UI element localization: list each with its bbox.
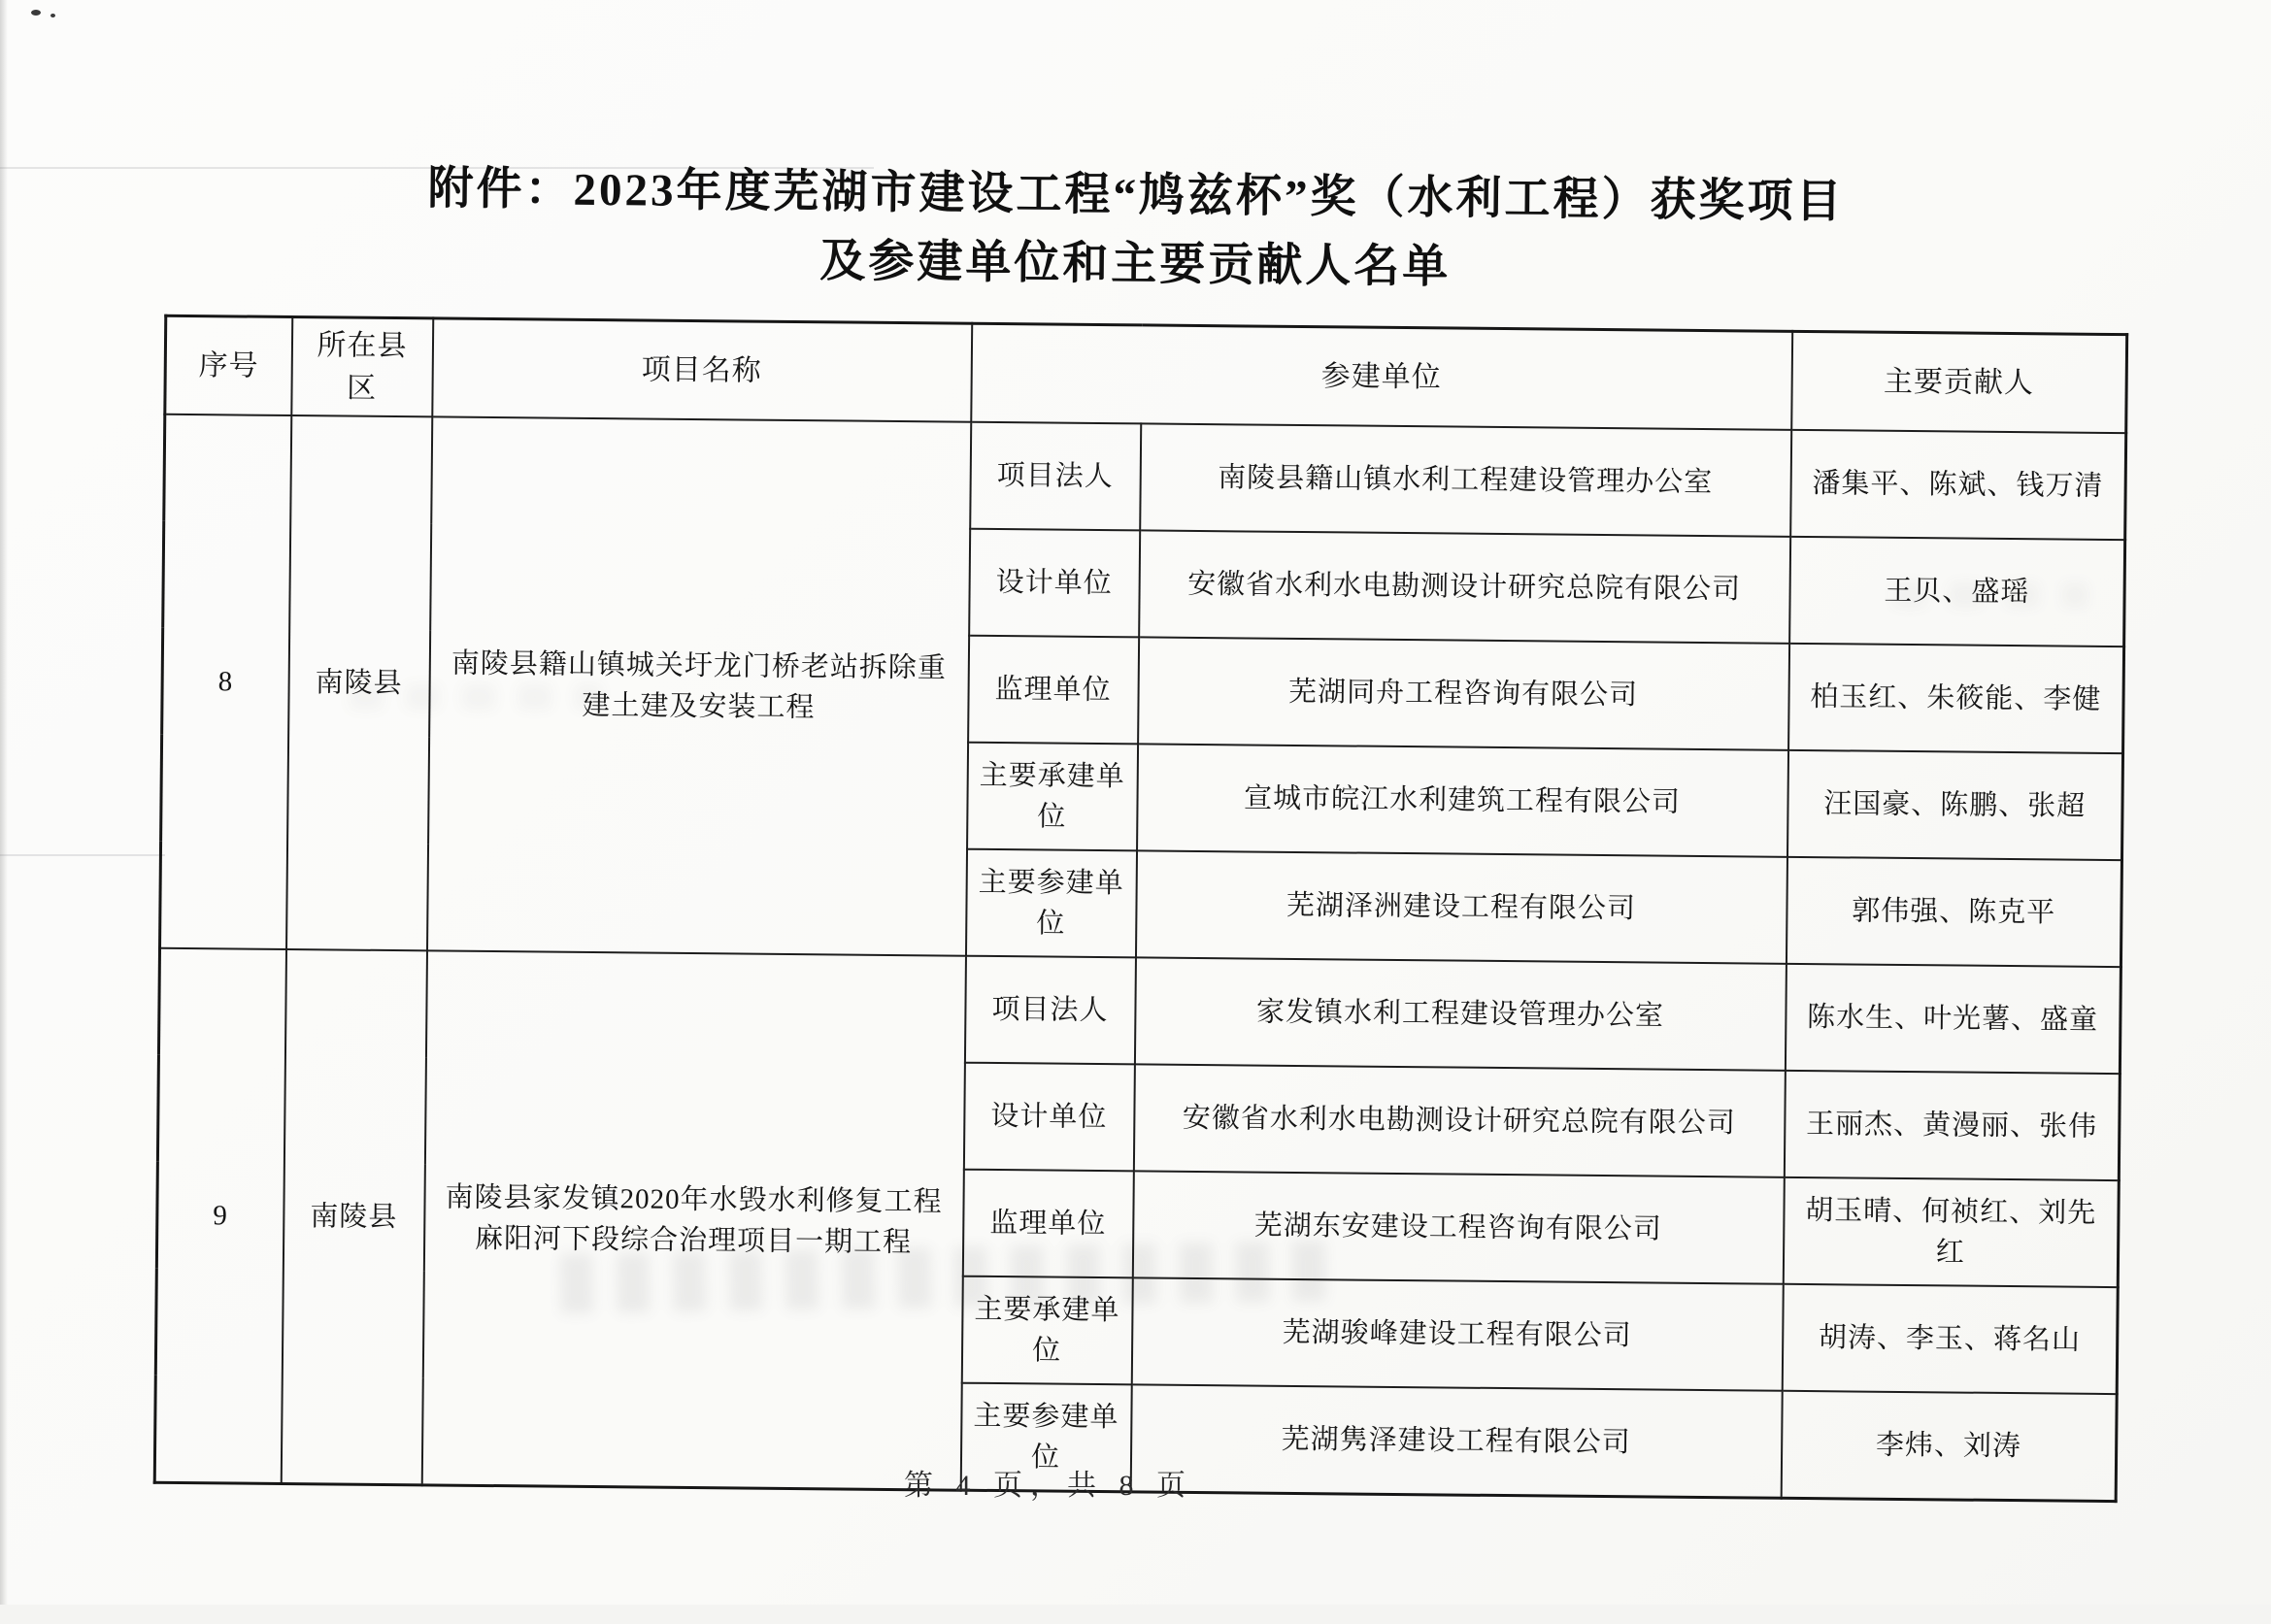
unit-company-cell: 芜湖隽泽建设工程有限公司 [1130, 1384, 1782, 1498]
table-row [164, 414, 2126, 540]
contributors-cell: 柏玉红、朱筱能、李健 [1788, 644, 2124, 753]
unit-role-cell: 主要承建单位 [961, 1276, 1132, 1385]
unit-role-cell: 主要参建单位 [965, 849, 1136, 958]
serial-number-cell: 9 [154, 948, 285, 1484]
contributors-cell: 汪国豪、陈鹏、张超 [1787, 750, 2122, 860]
unit-role-cell: 主要参建单位 [960, 1383, 1131, 1492]
contributors-cell: 郭伟强、陈克平 [1786, 857, 2121, 967]
unit-role-cell: 项目法人 [970, 422, 1141, 531]
header-county: 所在县区 [291, 317, 433, 417]
unit-company-cell: 安徽省水利水电勘测设计研究总院有限公司 [1133, 1064, 1785, 1177]
unit-role-cell: 项目法人 [964, 956, 1135, 1065]
table-header-row [165, 315, 2127, 433]
award-table [153, 315, 2128, 1503]
unit-role-cell: 监理单位 [968, 636, 1139, 745]
contributors-cell: 潘集平、陈斌、钱万清 [1790, 430, 2126, 540]
unit-role-cell: 设计单位 [969, 529, 1140, 638]
contributors-cell: 陈水生、叶光薯、盛童 [1785, 964, 2121, 1074]
header-participating-units: 参建单位 [971, 323, 1792, 430]
county-cell: 南陵县 [286, 415, 432, 950]
county-cell: 南陵县 [281, 949, 426, 1485]
document-title [0, 150, 2271, 309]
contributors-cell: 王丽杰、黄漫丽、张伟 [1784, 1071, 2120, 1180]
unit-company-cell: 宣城市皖江水利建筑工程有限公司 [1137, 744, 1788, 856]
unit-role-cell: 设计单位 [963, 1063, 1134, 1172]
unit-company-cell: 芜湖骏峰建设工程有限公司 [1131, 1277, 1783, 1390]
contributors-cell: 胡涛、李玉、蒋名山 [1782, 1284, 2118, 1394]
project-name-cell: 南陵县籍山镇城关圩龙门桥老站拆除重建土建及安装工程 [427, 416, 971, 955]
project-name-cell: 南陵县家发镇2020年水毁水利修复工程麻阳河下段综合治理项目一期工程 [421, 950, 965, 1490]
serial-number-cell: 8 [160, 414, 291, 949]
contributors-cell: 李炜、刘涛 [1781, 1391, 2117, 1502]
header-project-name: 项目名称 [432, 318, 972, 422]
unit-company-cell: 芜湖同舟工程咨询有限公司 [1138, 637, 1789, 749]
unit-company-cell: 安徽省水利水电勘测设计研究总院有限公司 [1139, 530, 1790, 643]
unit-company-cell: 芜湖泽洲建设工程有限公司 [1135, 850, 1787, 963]
contributors-cell: 王贝、盛瑶 [1789, 537, 2125, 646]
header-serial-number: 序号 [165, 315, 292, 415]
contributors-cell: 胡玉晴、何祯红、刘先红 [1783, 1177, 2119, 1287]
page-number-footer: 第 4 页，共 8 页 [904, 1470, 1193, 1502]
unit-company-cell: 南陵县籍山镇水利工程建设管理办公室 [1140, 423, 1791, 536]
unit-company-cell: 芜湖东安建设工程咨询有限公司 [1132, 1171, 1784, 1283]
document-title-line1: 附件：2023年度芜湖市建设工程“鸠兹杯”奖（水利工程）获奖项目 [427, 163, 1845, 228]
unit-company-cell: 家发镇水利工程建设管理办公室 [1134, 957, 1786, 1070]
unit-role-cell: 监理单位 [962, 1170, 1133, 1278]
unit-role-cell: 主要承建单位 [967, 743, 1138, 851]
table-row [158, 948, 2121, 1074]
document-title-line2: 及参建单位和主要贡献人名单 [819, 235, 1452, 292]
header-main-contributors: 主要贡献人 [1791, 331, 2127, 433]
